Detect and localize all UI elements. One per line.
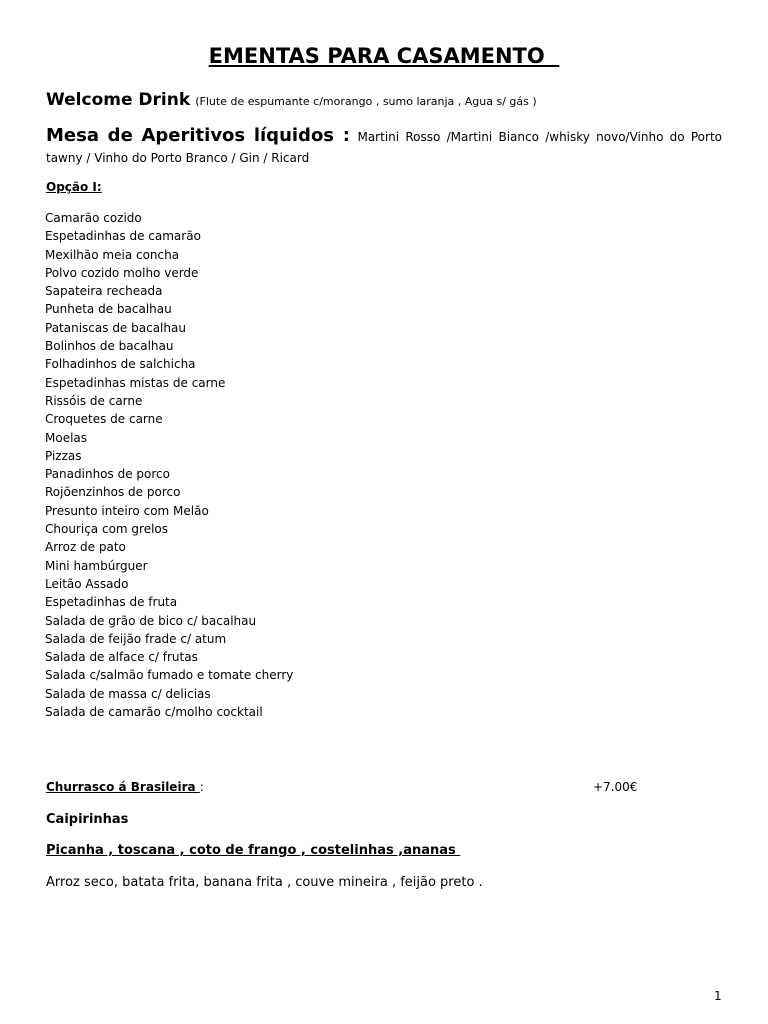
welcome-drink-details: (Flute de espumante c/morango , sumo laranja , Agua s/ gás ) xyxy=(195,95,537,108)
menu-item: Leitão Assado xyxy=(45,576,129,591)
menu-item: Pizzas xyxy=(45,448,82,463)
menu-item: Polvo cozido molho verde xyxy=(45,265,199,280)
page-title: EMENTAS PARA CASAMENTO xyxy=(208,44,560,68)
menu-item: Sapateira recheada xyxy=(45,284,163,299)
menu-item: Salada de alface c/ frutas xyxy=(45,650,198,665)
menu-item: Bolinhos de bacalhau xyxy=(45,339,174,354)
menu-item: Presunto inteiro com Melão xyxy=(45,503,209,518)
menu-item: Espetadinhas mistas de carne xyxy=(45,375,226,390)
menu-item: Chouriça com grelos xyxy=(45,522,169,537)
menu-item: Salada de massa c/ delicias xyxy=(45,686,211,701)
welcome-drink xyxy=(46,90,537,110)
menu-item: Salada c/salmão fumado e tomate cherry xyxy=(45,668,294,683)
menu-item: Punheta de bacalhau xyxy=(45,302,172,317)
churrasco-title: Churrasco á Brasileira xyxy=(46,780,200,794)
menu-item: Arroz de pato xyxy=(45,540,126,555)
churrasco-colon: : xyxy=(199,780,204,794)
churrasco-row xyxy=(46,780,646,794)
option-title: Opção I: xyxy=(46,180,102,194)
carnes-line: Picanha , toscana , coto de frango , costelinhas ,ananas xyxy=(46,843,461,858)
menu-item: Mexilhão meia concha xyxy=(45,247,180,262)
menu-item: Croquetes de carne xyxy=(45,412,163,427)
page-number: 1 xyxy=(714,989,722,1003)
menu-item: Salada de grão de bico c/ bacalhau xyxy=(45,613,257,628)
menu-item: Espetadinhas de fruta xyxy=(45,595,178,610)
menu-items-list xyxy=(45,209,293,721)
acompanhamentos-line: Arroz seco, batata frita, banana frita , couve mineira , feijão preto . xyxy=(46,875,483,890)
aperitivos-label: Mesa de Aperitivos líquidos : xyxy=(46,125,350,146)
menu-item: Pataniscas de bacalhau xyxy=(45,320,186,335)
menu-item: Rojõenzinhos de porco xyxy=(45,485,181,500)
menu-item: Salada de feijão frade c/ atum xyxy=(45,631,227,646)
menu-item: Salada de camarão c/molho cocktail xyxy=(45,705,263,720)
menu-item: Espetadinhas de camarão xyxy=(45,229,201,244)
churrasco-price: +7.00€ xyxy=(593,780,638,794)
welcome-drink-label: Welcome Drink xyxy=(46,90,191,110)
menu-item: Camarão cozido xyxy=(45,211,142,225)
aperitivos-details: Martini Rosso /Martini Bianco /whisky novo/Vinho do Porto tawny / Vinho do Porto Branco / Gin / Ricard xyxy=(46,130,723,165)
menu-item: Folhadinhos de salchicha xyxy=(45,357,196,372)
aperitivos-section xyxy=(46,126,722,168)
menu-item: Panadinhos de porco xyxy=(45,467,170,482)
caipirinhas-heading: Caipirinhas xyxy=(46,812,129,827)
menu-item: Mini hambúrguer xyxy=(45,558,148,573)
menu-item: Rissóis de carne xyxy=(45,393,143,408)
menu-item: Moelas xyxy=(45,430,88,445)
